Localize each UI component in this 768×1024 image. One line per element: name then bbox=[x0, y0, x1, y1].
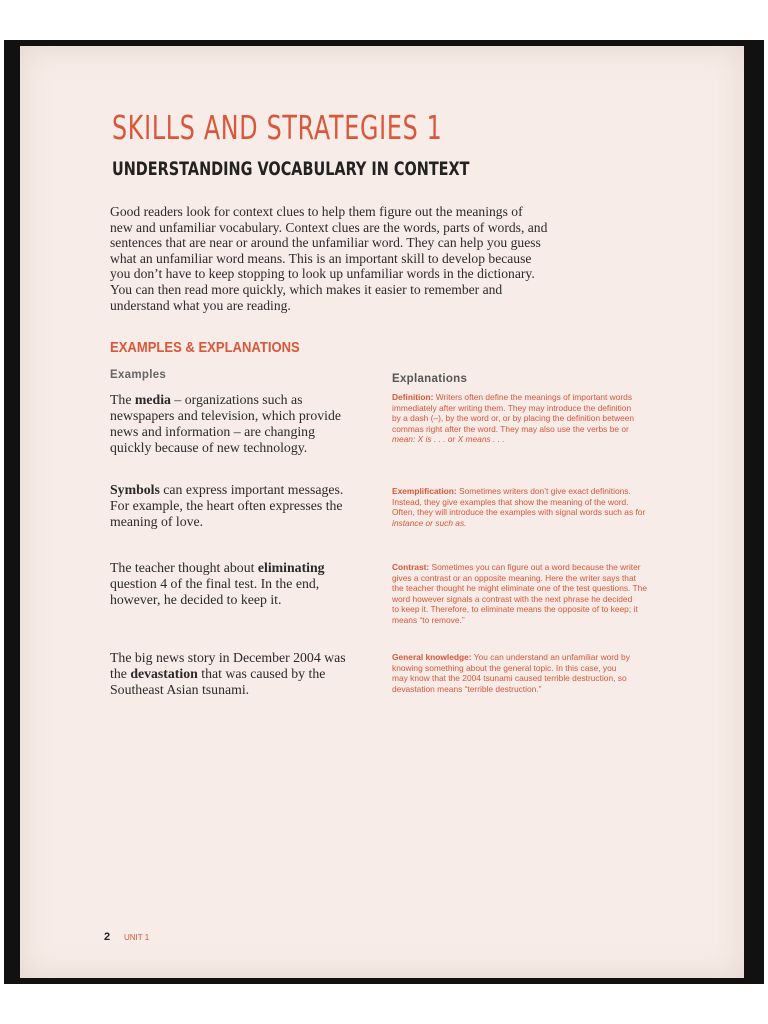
explanation-line: mean: X is . . . or X means . . . bbox=[392, 434, 505, 445]
example-line bbox=[110, 482, 370, 498]
example-line: news and information – are changing bbox=[110, 424, 315, 439]
example-line bbox=[110, 666, 370, 682]
explanation-line bbox=[392, 652, 682, 663]
example-line: For example, the heart often expresses the bbox=[110, 498, 343, 513]
example-text: can express important messages. bbox=[159, 482, 344, 497]
example-text: The bbox=[110, 392, 135, 407]
example-line: however, he decided to keep it. bbox=[110, 592, 282, 607]
explanation-term: Definition: bbox=[392, 392, 434, 402]
example-text: – organizations such as bbox=[170, 392, 303, 407]
intro-line: what an unfamiliar word means. This is an important skill to develop because bbox=[110, 250, 532, 266]
explanation-line: Often, they will introduce the examples with signal words such as for bbox=[392, 507, 646, 518]
column-heading-examples: Examples bbox=[110, 369, 167, 381]
explanation-line bbox=[392, 562, 682, 573]
explanation-line: instance or such as. bbox=[392, 517, 467, 528]
explanation-term: Exemplification: bbox=[392, 486, 457, 496]
explanation-contrast bbox=[392, 562, 682, 626]
example-line bbox=[110, 392, 370, 408]
example-keyword: media bbox=[134, 392, 171, 407]
explanation-line: by a dash (–), by the word or, or by placing the definition between bbox=[392, 413, 635, 424]
page-title: SKILLS AND STRATEGIES 1 bbox=[112, 108, 443, 147]
explanation-exemplification bbox=[392, 486, 682, 528]
explanation-line: commas right after the word. They may also use the verbs be or bbox=[392, 423, 629, 434]
explanation-term: Contrast: bbox=[392, 562, 430, 572]
explanation-line: to keep it. Therefore, to eliminate means the opposite of to keep; it bbox=[392, 604, 638, 615]
example-line: meaning of love. bbox=[110, 514, 204, 529]
intro-line: sentences that are near or around the unfamiliar word. They can help you guess bbox=[110, 235, 541, 251]
example-line: quickly because of new technology. bbox=[110, 440, 308, 455]
explanation-line: gives a contrast or an opposite meaning. Here the writer says that bbox=[392, 572, 636, 583]
explanation-text: Sometimes you can figure out a word because the writer bbox=[429, 562, 641, 572]
intro-line: Good readers look for context clues to help them figure out the meanings of bbox=[110, 204, 523, 219]
page-subtitle: UNDERSTANDING VOCABULARY IN CONTEXT bbox=[112, 158, 470, 180]
explanation-line: may know that the 2004 tsunami caused terrible destruction, so bbox=[392, 673, 627, 684]
intro-paragraph bbox=[110, 204, 590, 313]
explanation-line: word however signals a contrast with the next phrase he decided bbox=[392, 593, 633, 604]
example-symbols bbox=[110, 482, 370, 530]
explanation-line: Instead, they give examples that show the meaning of the word. bbox=[392, 496, 629, 507]
intro-line: understand what you are reading. bbox=[110, 297, 291, 313]
book-page bbox=[20, 46, 744, 978]
explanation-line bbox=[392, 392, 682, 403]
example-line: newspapers and television, which provide bbox=[110, 408, 342, 423]
example-keyword: eliminating bbox=[257, 560, 325, 575]
example-text: the bbox=[110, 666, 131, 681]
example-eliminating bbox=[110, 560, 370, 608]
unit-label: UNIT 1 bbox=[124, 933, 150, 942]
explanation-line: devastation means “terrible destruction.” bbox=[392, 683, 542, 694]
intro-line: you don’t have to keep stopping to look up unfamiliar words in the dictionary. bbox=[110, 266, 535, 282]
example-keyword: Symbols bbox=[110, 482, 160, 497]
explanation-line: the teacher thought he might eliminate one of the test questions. The bbox=[392, 583, 647, 594]
explanation-line: immediately after writing them. They may introduce the definition bbox=[392, 402, 632, 413]
explanation-term: General knowledge: bbox=[392, 652, 472, 662]
example-media bbox=[110, 392, 370, 456]
explanation-line: means “to remove.” bbox=[392, 614, 465, 625]
column-heading-explanations: Explanations bbox=[392, 373, 468, 385]
intro-line: You can then read more quickly, which makes it easier to remember and bbox=[110, 281, 503, 297]
intro-line: new and unfamiliar vocabulary. Context clues are the words, parts of words, and bbox=[110, 219, 548, 235]
explanation-line: knowing something about the general topic. In this case, you bbox=[392, 662, 617, 673]
explanation-text: Sometimes writers don’t give exact definitions. bbox=[456, 486, 631, 496]
example-line: question 4 of the final test. In the end, bbox=[110, 576, 320, 591]
section-heading: EXAMPLES & EXPLANATIONS bbox=[110, 340, 300, 356]
example-text: The teacher thought about bbox=[110, 560, 258, 575]
explanation-line bbox=[392, 486, 682, 497]
example-line: Southeast Asian tsunami. bbox=[110, 682, 250, 697]
explanation-text: You can understand an unfamiliar word by bbox=[471, 652, 630, 662]
example-line: The big news story in December 2004 was bbox=[110, 650, 346, 665]
explanation-text: Writers often define the meanings of important words bbox=[433, 392, 633, 402]
page-number: 2 bbox=[104, 931, 111, 943]
example-line bbox=[110, 560, 370, 576]
example-keyword: devastation bbox=[130, 666, 198, 681]
example-text: that was caused by the bbox=[197, 666, 326, 681]
explanation-definition bbox=[392, 392, 682, 445]
example-devastation bbox=[110, 650, 370, 698]
explanation-general-knowledge bbox=[392, 652, 682, 694]
